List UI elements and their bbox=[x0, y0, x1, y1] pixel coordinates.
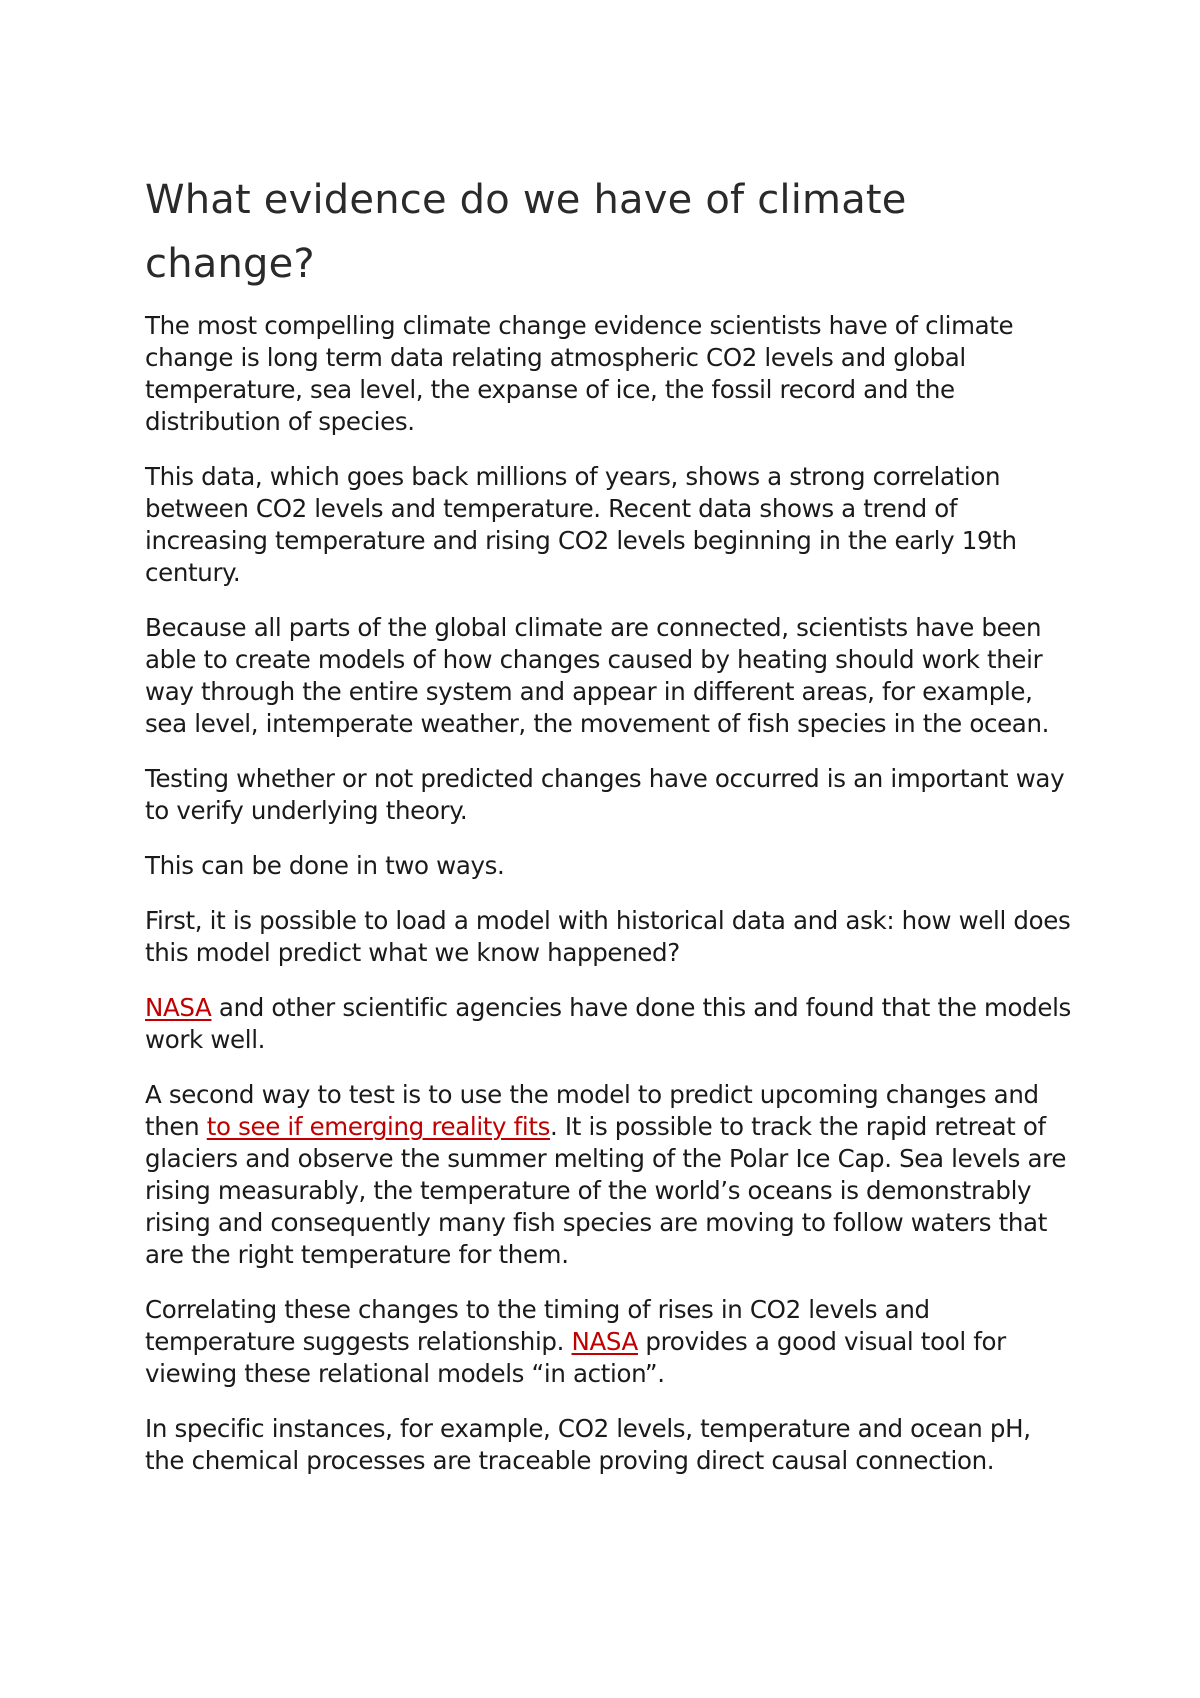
emerging-reality-link[interactable]: to see if emerging reality fits bbox=[206, 1112, 551, 1141]
nasa-visual-tool-link[interactable]: NASA bbox=[571, 1327, 638, 1356]
paragraph-correlating bbox=[145, 1294, 1075, 1390]
paragraph-testing: Testing whether or not predicted changes have occurred is an important way to verify underlying theory. bbox=[145, 764, 1065, 825]
paragraph-specific-instances: In specific instances, for example, CO2 levels, temperature and ocean pH, the chemical processes are traceable proving direct causal connection. bbox=[145, 1414, 1031, 1475]
paragraph-evidence-intro: The most compelling climate change evidence scientists have of climate change is long term data relating atmospheric CO2 levels and global temperature, sea level, the expanse of ice, the fossil record and the distribution of species. bbox=[145, 311, 1014, 436]
paragraph-text: Correlating these changes to the timing of rises in CO2 levels and temperature suggests relationship. bbox=[145, 1295, 930, 1356]
document-page bbox=[145, 168, 1075, 1500]
paragraph-climate-models: Because all parts of the global climate are connected, scientists have been able to create models of how changes caused by heating should work their way through the entire system and appear in different areas, for example, sea level, intemperate weather, the movement of fish species in the ocean. bbox=[145, 613, 1050, 738]
paragraph-data-correlation: This data, which goes back millions of years, shows a strong correlation between CO2 levels and temperature. Recent data shows a trend of increasing temperature and rising CO2 levels beginning in the early 19th century. bbox=[145, 462, 1017, 587]
nasa-link[interactable]: NASA bbox=[145, 993, 212, 1022]
paragraph-second-way bbox=[145, 1079, 1075, 1271]
paragraph-text: and other scientific agencies have done this and found that the models work well. bbox=[145, 993, 1071, 1054]
paragraph-two-ways: This can be done in two ways. bbox=[145, 851, 505, 880]
page-title: What evidence do we have of climate change? bbox=[145, 177, 907, 287]
paragraph-text: A second way to test is to use the model to predict upcoming changes and then bbox=[145, 1080, 1039, 1141]
paragraph-nasa-models bbox=[145, 992, 1075, 1056]
paragraph-text: . It is possible to track the rapid retreat of glaciers and observe the summer melting of the Polar Ice Cap. Sea levels are rising measurably, the temperature of the world’s oceans is demonstrably rising and consequently many fish species are moving to follow waters that are the right temperature for them. bbox=[145, 1112, 1067, 1269]
paragraph-text: provides a good visual tool for viewing these relational models “in action”. bbox=[145, 1327, 1006, 1388]
paragraph-first-way: First, it is possible to load a model with historical data and ask: how well does this model predict what we know happened? bbox=[145, 906, 1071, 967]
